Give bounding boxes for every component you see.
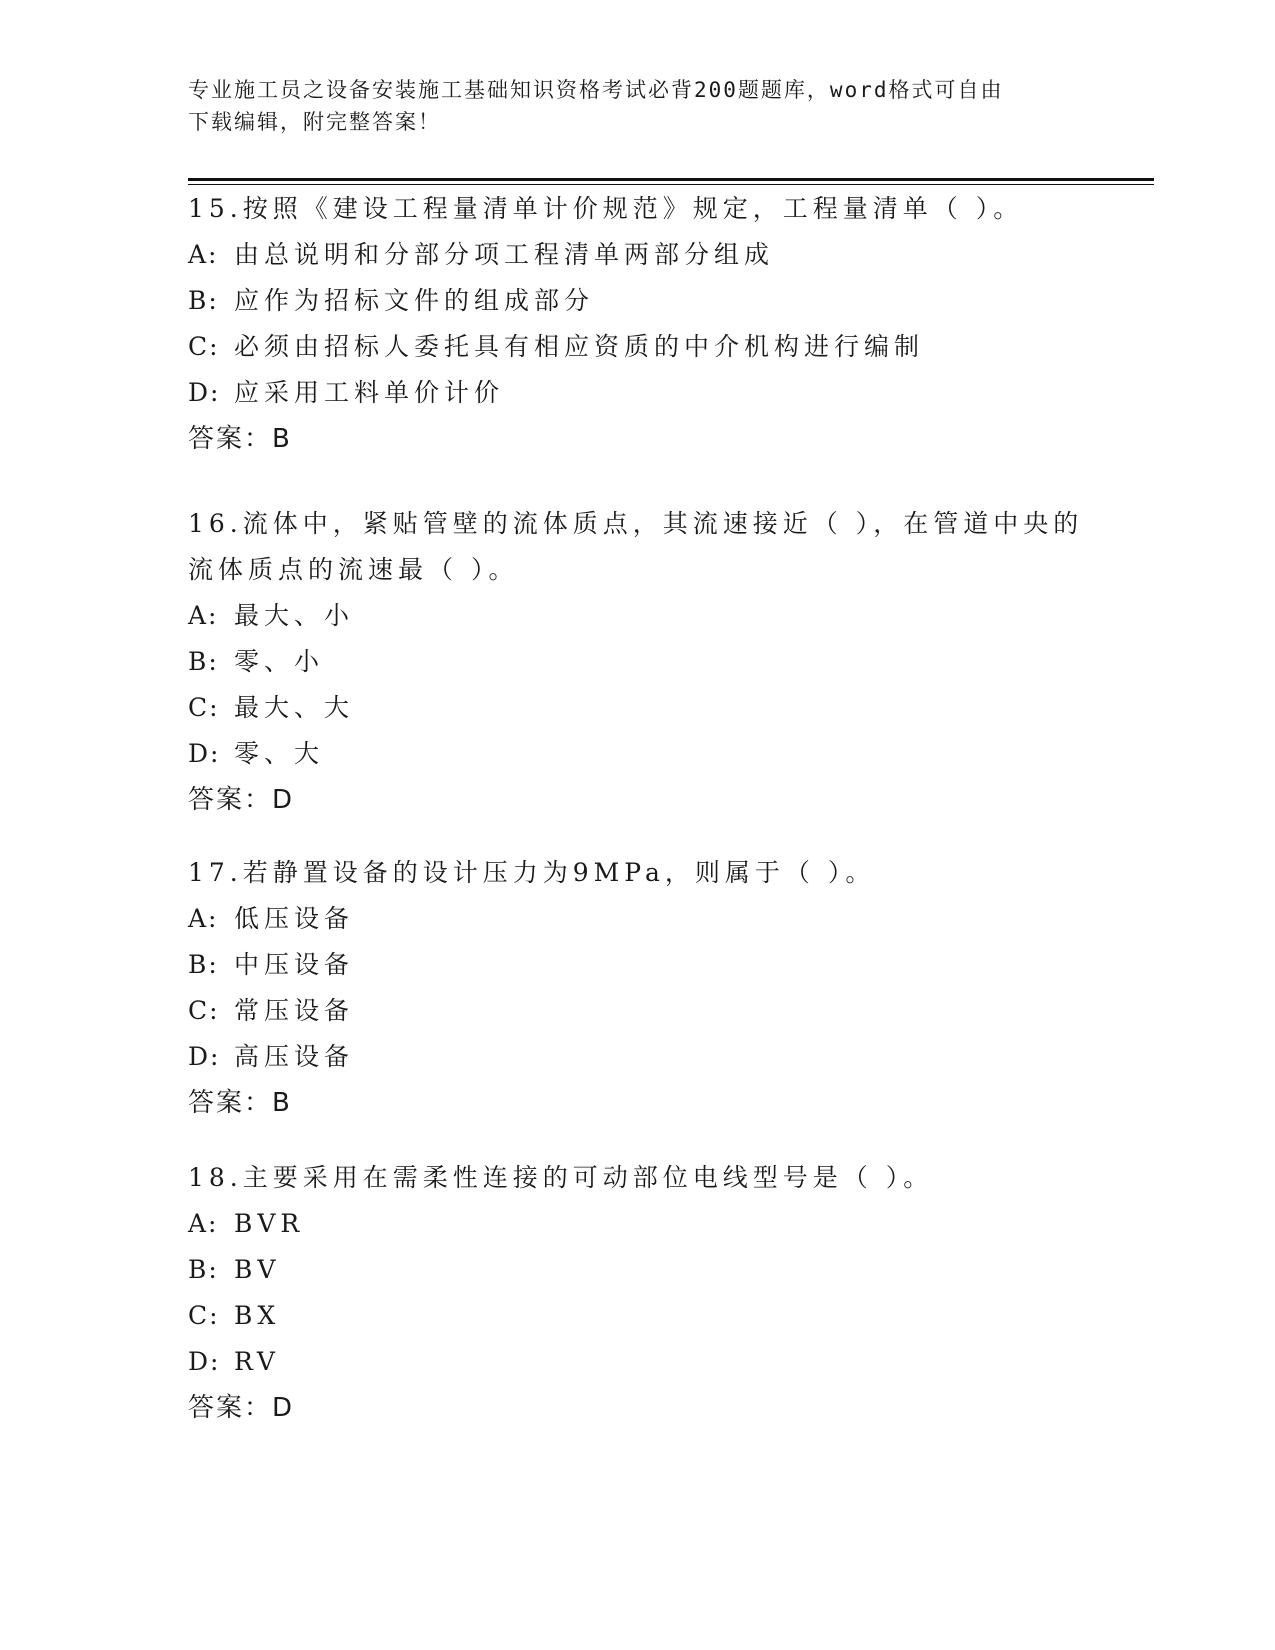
option-c: [188, 988, 1088, 1034]
option-a: [188, 232, 1088, 278]
option-a: [188, 896, 1088, 942]
option-a: [188, 593, 1088, 639]
option-text: 低压设备: [234, 904, 355, 933]
header-divider-thick: [188, 178, 1154, 181]
option-c: [188, 685, 1088, 731]
option-text: 必须由招标人委托具有相应资质的中介机构进行编制: [234, 332, 925, 361]
answer-label: 答案：D: [188, 785, 295, 815]
option-c: [188, 1293, 1088, 1339]
option-text: 应采用工料单价计价: [234, 378, 505, 407]
document-header: [188, 74, 1088, 138]
option-letter: A:: [188, 904, 219, 933]
option-letter: C:: [188, 693, 220, 722]
option-text: BX: [234, 1301, 281, 1330]
option-d: [188, 370, 1088, 416]
option-c: [188, 324, 1088, 370]
header-line-1: 专业施工员之设备安装施工基础知识资格考试必背200题题库，word格式可自由: [188, 78, 1004, 102]
question-16: [188, 501, 1088, 823]
option-letter: A:: [188, 1209, 219, 1238]
option-letter: D:: [188, 1042, 221, 1071]
answer-label: 答案：B: [188, 1088, 292, 1118]
option-b: [188, 1247, 1088, 1293]
answer-label: 答案：B: [188, 424, 292, 454]
option-d: [188, 1339, 1088, 1385]
question-stem: 15.按照《建设工程量清单计价规范》规定，工程量清单（ ）。: [188, 194, 1024, 223]
question-stem: 17.若静置设备的设计压力为9MPa，则属于（ ）。: [188, 858, 876, 887]
question-17: [188, 850, 1088, 1126]
option-text: 最大、大: [234, 693, 355, 722]
option-b: [188, 639, 1088, 685]
option-text: 应作为招标文件的组成部分: [234, 286, 595, 315]
option-text: RV: [234, 1347, 280, 1376]
option-text: 零、大: [234, 739, 325, 768]
option-letter: A:: [188, 601, 219, 630]
option-letter: B:: [188, 647, 219, 676]
option-text: 由总说明和分部分项工程清单两部分组成: [234, 240, 775, 269]
option-text: 最大、小: [234, 601, 355, 630]
option-a: [188, 1201, 1088, 1247]
option-text: 高压设备: [234, 1042, 355, 1071]
option-letter: B:: [188, 286, 219, 315]
option-letter: B:: [188, 950, 219, 979]
option-text: 常压设备: [234, 996, 355, 1025]
option-letter: D:: [188, 378, 221, 407]
option-letter: D:: [188, 1347, 221, 1376]
option-d: [188, 731, 1088, 777]
header-divider-thin: [188, 184, 1154, 185]
question-18: [188, 1155, 1088, 1431]
header-line-2: 下载编辑，附完整答案！: [188, 110, 441, 134]
option-d: [188, 1034, 1088, 1080]
question-15: [188, 186, 1088, 462]
question-stem: 18.主要采用在需柔性连接的可动部位电线型号是（ ）。: [188, 1163, 934, 1192]
option-text: BVR: [234, 1209, 305, 1238]
option-letter: B:: [188, 1255, 219, 1284]
option-text: 零、小: [234, 647, 325, 676]
option-b: [188, 278, 1088, 324]
option-b: [188, 942, 1088, 988]
option-letter: A:: [188, 240, 219, 269]
answer-label: 答案：D: [188, 1393, 295, 1423]
option-text: 中压设备: [234, 950, 355, 979]
option-letter: C:: [188, 332, 220, 361]
option-letter: D:: [188, 739, 221, 768]
option-letter: C:: [188, 996, 220, 1025]
question-stem: 16.流体中，紧贴管壁的流体质点，其流速接近（ ），在管道中央的流体质点的流速最（ ）。: [188, 509, 1084, 584]
option-text: BV: [234, 1255, 281, 1284]
option-letter: C:: [188, 1301, 220, 1330]
